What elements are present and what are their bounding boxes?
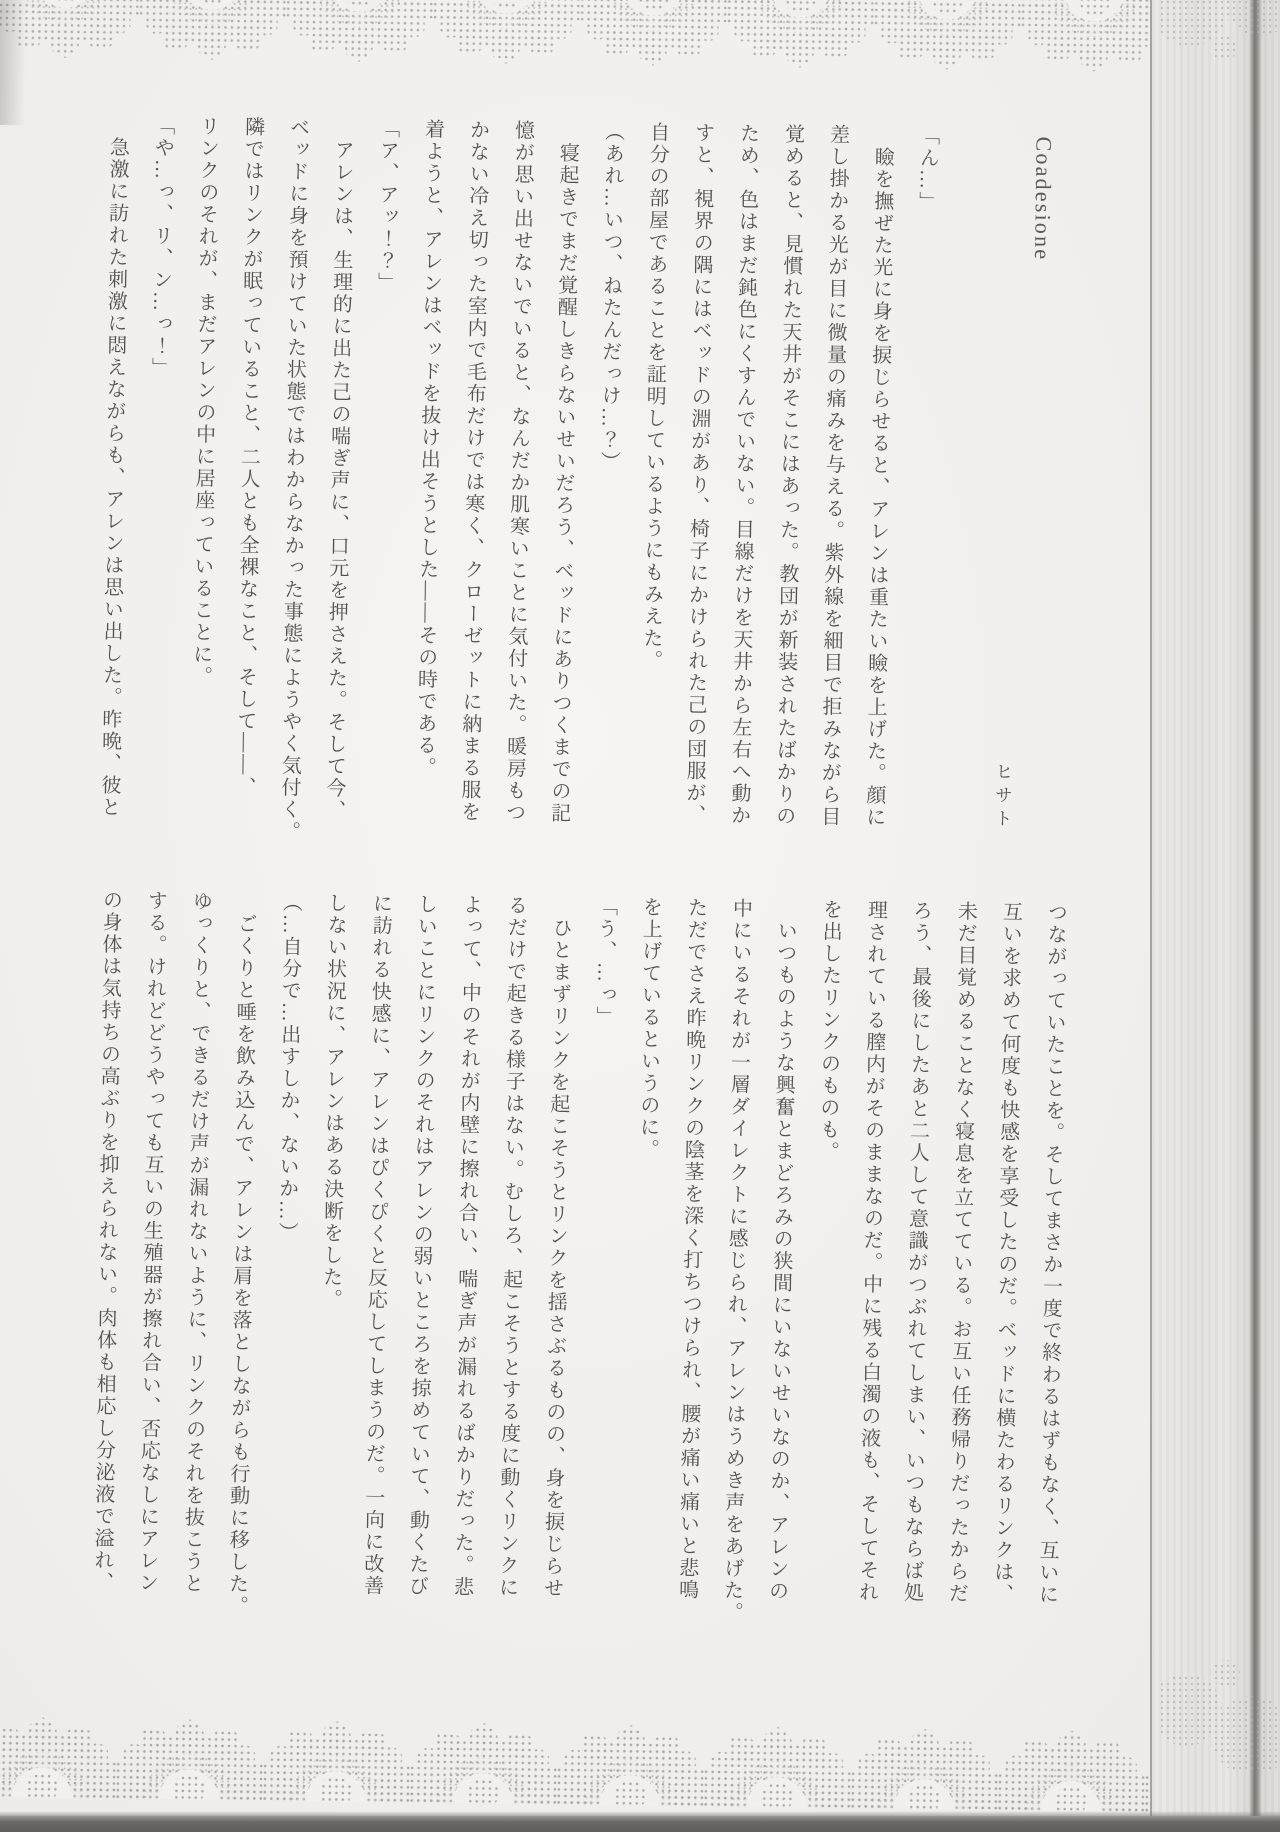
text-column: を上げているというのに。 (636, 896, 662, 1161)
page-title: Coadesione (1029, 136, 1057, 262)
author-name: ヒサト (992, 762, 1014, 833)
text-column: する。けれどどうやっても互いの生殖器が擦れ合い、否応なしにアレン (135, 889, 167, 1595)
scan-corner-shadow (0, 0, 26, 125)
text-column: アレンは、生理的に出た己の喘ぎ声に、口元を押さえた。そして今、 (322, 139, 354, 822)
text-column: ベッドに身を預けていた状態ではわからなかった事態にようやく気付く。 (277, 116, 309, 843)
text-column: 着ようと、アレンはベッドを抜け出そうとした――その時である。 (413, 118, 444, 779)
text-column: 覚めると、見慣れた天井がそこにはあった。教団が新装されたばかりの (772, 123, 804, 828)
text-column: ため、色はまだ鈍色にくすんでいない。目線だけを天井から左右へ動か (727, 122, 759, 827)
text-column: ひとまずリンクを起こそうとリンクを揺さぶるものの、身を捩じらせ (540, 917, 572, 1600)
text-column: しない状況に、アレンはある決断をした。 (319, 892, 347, 1311)
lace-border-top (0, 0, 1172, 84)
text-column: 中にいるそれが一層ダイレクトに感じられ、アレンはうめき声をあげた。 (720, 897, 752, 1624)
text-column: の身体は気持ちの高ぶりを抑えられない。肉体も相応し分泌液で溢れ、 (90, 889, 122, 1594)
text-column: ただでさえ昨晩リンクの陰茎を深く打ちつけられ、腰が痛い痛いと悲鳴 (675, 896, 707, 1602)
text-column: 「ア、アッ！？」 (374, 117, 399, 295)
text-column: に訪れる快感に、アレンはぴくぴくと反応してしまうのだ。一向に改善 (360, 892, 392, 1598)
text-column: を出したリンクのものも。 (816, 898, 842, 1164)
text-column: つながっていたことを。そしてまさか一度で終わるはずもなく、互いに (1035, 901, 1067, 1606)
text-column: かない冷え切った室内で毛布だけでは寒く、クローゼットに納まる服を (457, 119, 489, 824)
page-edge-darkline (1249, 0, 1262, 1832)
text-column: 自分の部屋であることを証明しているようにもみえた。 (639, 121, 669, 672)
text-column: （あれ…いつ、ねたんだっけ…？） (597, 120, 624, 474)
lace-border-bottom (0, 1685, 1150, 1812)
edge-lace-top-icon (1160, 0, 1280, 80)
text-column: 理されている膣内がそのままなのだ。中に残る白濁の液も、そしてそれ (855, 899, 887, 1604)
edge-lace-bottom-icon (1160, 1640, 1280, 1770)
text-column: （…自分で…出すしか、ないか…） (275, 891, 302, 1244)
text-column: 未だ目覚めることなく寝息を立てている。お互い任務帰りだったからだ (945, 900, 977, 1605)
text-column: ろう、最後にしたあと二人して意識がつぶれてしまい、いつもならば処 (900, 899, 932, 1605)
text-column: ごくりと唾を飲み込んで、アレンは肩を落としながらも行動に移した。 (225, 913, 257, 1618)
page-edge-strip (1150, 0, 1280, 1832)
text-column: 「ん…」 (915, 124, 939, 214)
text-column: 差し掛かる光が目に微量の痛みを与える。紫外線を細目で拒みながら目 (817, 123, 849, 829)
text-column: るだけで起きる様子はない。むしろ、起こそうとする度に動くリンクに (495, 894, 527, 1599)
text-column: よって、中のそれが内壁に擦れ合い、喘ぎ声が漏れるばかりだった。悲 (450, 894, 482, 1599)
text-column: 瞼を撫ぜた光に身を捩じらせると、アレンは重たい瞼を上げた。顔に (862, 146, 894, 829)
text-column: 急激に訪れた刺激に悶えながらも、アレンは思い出した。昨晩、彼と (97, 136, 129, 819)
text-column: 「や…っ、リ、ン…っ！」 (148, 114, 174, 380)
scan-bottom-edge (0, 1816, 1280, 1832)
text-column: リンクのそれが、まだアレンの中に居座っていることに。 (189, 115, 219, 688)
text-column: すと、視界の隅にはベッドの淵があり、椅子にかけられた己の団服が、 (682, 122, 714, 827)
text-column: 互いを求めて何度も快感を享受したのだ。ベッドに横たわるリンクは、 (990, 901, 1022, 1606)
text-column: いつものような興奮とまどろみの狭間にいないせいなのか、アレンの (765, 920, 797, 1603)
text-column: 憶が思い出せないでいると、なんだか肌寒いことに気付いた。暖房もつ (502, 119, 534, 824)
text-column: 隣ではリンクが眠っていること、二人とも全裸なこと、そして――、 (232, 116, 264, 799)
text-column: ゆっくりと、できるだけ声が漏れないように、リンクのそれを抜こうと (180, 890, 212, 1595)
text-column: しいことにリンクのそれはアレンの弱いところを掠めていて、動くたび (405, 893, 437, 1598)
text-column: 「う、…っ」 (592, 895, 617, 1029)
text-column: 寝起きでまだ覚醒しきらないせいだろう、ベッドにありつくまでの記 (547, 142, 579, 825)
